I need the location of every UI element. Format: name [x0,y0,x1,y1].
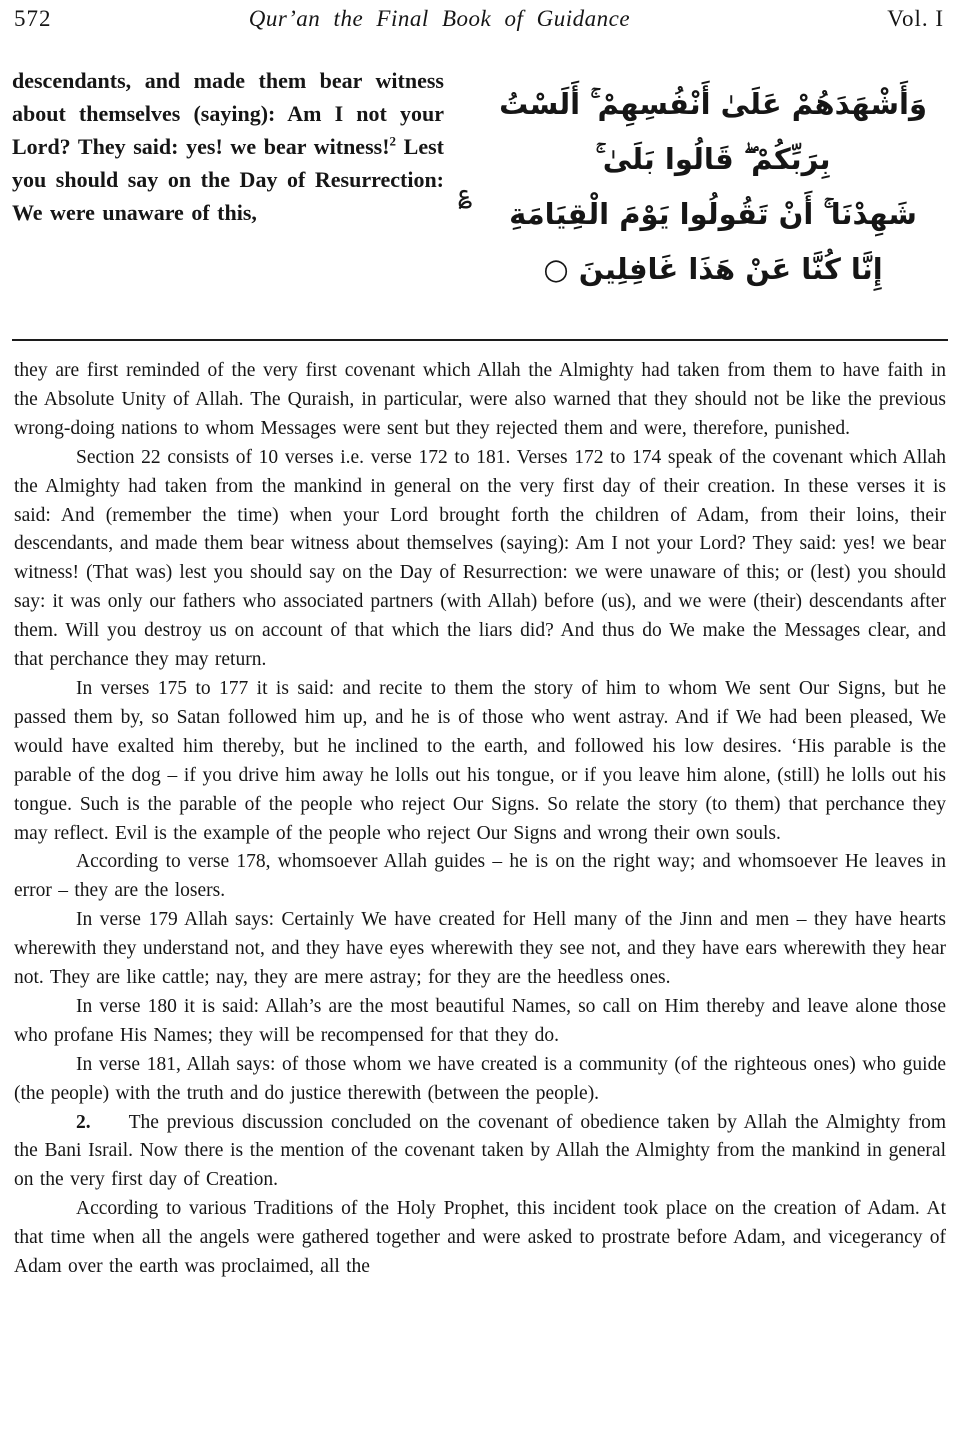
commentary-section [12,357,948,1282]
footnote-text: The previous discussion concluded on the covenant of obedience taken by Allah the Almighty from the Bani Israil. Now there is the mention of the covenant taken by Allah the Almighty from the mankind in general on the very first day of Creation. [14,1111,946,1191]
arabic-line: بِرَبِّكُمْ ۖ قَالُوا بَلَىٰ ۚ [595,141,831,176]
footnote-number: 2. [76,1111,91,1133]
arabic-line: إِنَّا كُنَّا عَنْ هَذَا غَافِلِينَ ○ [543,251,883,286]
commentary-paragraph: According to verse 178, whomsoever Allah guides – he is on the right way; and whomsoever He leaves in error – they are the losers. [14,851,946,902]
commentary-paragraph: they are first reminded of the very first covenant which Allah the Almighty had taken from them to have faith in the Absolute Unity of Allah. The Quraish, in particular, were also warned that they should not be like the previous wrong-doing nations to whom Messages were sent but they rejected them and were, therefore, punished. [14,360,946,439]
footnote-reference: 2 [389,133,397,149]
ruku-mark: ؏ [458,178,473,207]
commentary-paragraph: In verse 181, Allah says: of those whom we have created is a community (of the righteous ones) who guide (the people) with the truth and do justice therewith (between the people). [14,1053,946,1104]
book-title: Qur’an the Final Book of Guidance [248,6,631,31]
commentary-paragraph-footnote [14,1109,946,1196]
commentary-paragraph: Section 22 consists of 10 verses i.e. verse 172 to 181. Verses 172 to 174 speak of the covenant which Allah the Almighty had taken from the mankind in general on the very first day of their creation. In these verses it is said: And (remember the time) when your Lord brought forth the children of Adam, from their loins, their descendants, and made them bear witness about themselves (saying): Am I not your Lord? They said: yes! we bear witness! (That was) lest you should say on the Day of Resurrection: we were unaware of this; or (lest) you should say: it was only our fathers who associated partners (with Allah) before (us), and we were (their) descendants after them. Will you destroy us on account of that which the liars did? And thus do We make the Messages clear, and that perchance they may return. [14,446,946,671]
page-number: 572 [14,6,52,31]
arabic-verse [478,77,948,297]
commentary-paragraph: In verse 180 it is said: Allah’s are the most beautiful Names, so call on Him thereby and leave alone those who profane His Names; they will be recompensed for that they do. [14,995,946,1046]
translation-text-before-note: descendants, and made them bear witness about themselves (saying): Am I not your Lord? They said: yes! we bear witness! [12,68,444,159]
verse-translation [12,64,444,309]
section-divider [12,339,948,341]
commentary-paragraph: In verse 179 Allah says: Certainly We have created for Hell many of the Jinn and men – they have hearts wherewith they understand not, and they have eyes wherewith they see not, and they have ears wherewith they hear not. They are like cattle; nay, they are mere astray; for they are the heedless ones. [14,909,946,989]
arabic-line: وَأَشْهَدَهُمْ عَلَىٰ أَنْفُسِهِمْ ۚ أَلَسْتُ [499,86,927,121]
arabic-line: شَهِدْنَا ۚ أَنْ تَقُولُوا يَوْمَ الْقِيَامَةِ [509,196,917,231]
commentary-paragraph: In verses 175 to 177 it is said: and recite to them the story of him to whom We sent Our Signs, but he passed them by, so Satan followed him up, and he is of those who went astray. And if We had been pleased, We would have exalted him thereby, but he inclined to the earth, and followed his low desires. ‘His parable is the parable of the dog – if you drive him away he lolls out his tongue, or if you leave him alone, (still) he lolls out his tongue. Such is the parable of the people who reject Our Signs. So relate the story (to them) that perchance they may reflect. Evil is the example of the people who reject Our Signs and wrong their own souls. [14,677,946,844]
volume-label: Vol. I [887,6,944,31]
translation-text-after-note: Lest you should say on the Day of Resurrection: We were unaware of this, [12,134,445,225]
verse-section [12,64,948,309]
page-header [12,4,948,32]
arabic-block [444,64,948,309]
commentary-paragraph: According to various Traditions of the Holy Prophet, this incident took place on the creation of Adam. At that time when all the angels were gathered together and were asked to prostrate before Adam, and vicegerancy of Adam over the earth was proclaimed, all the [14,1198,946,1278]
